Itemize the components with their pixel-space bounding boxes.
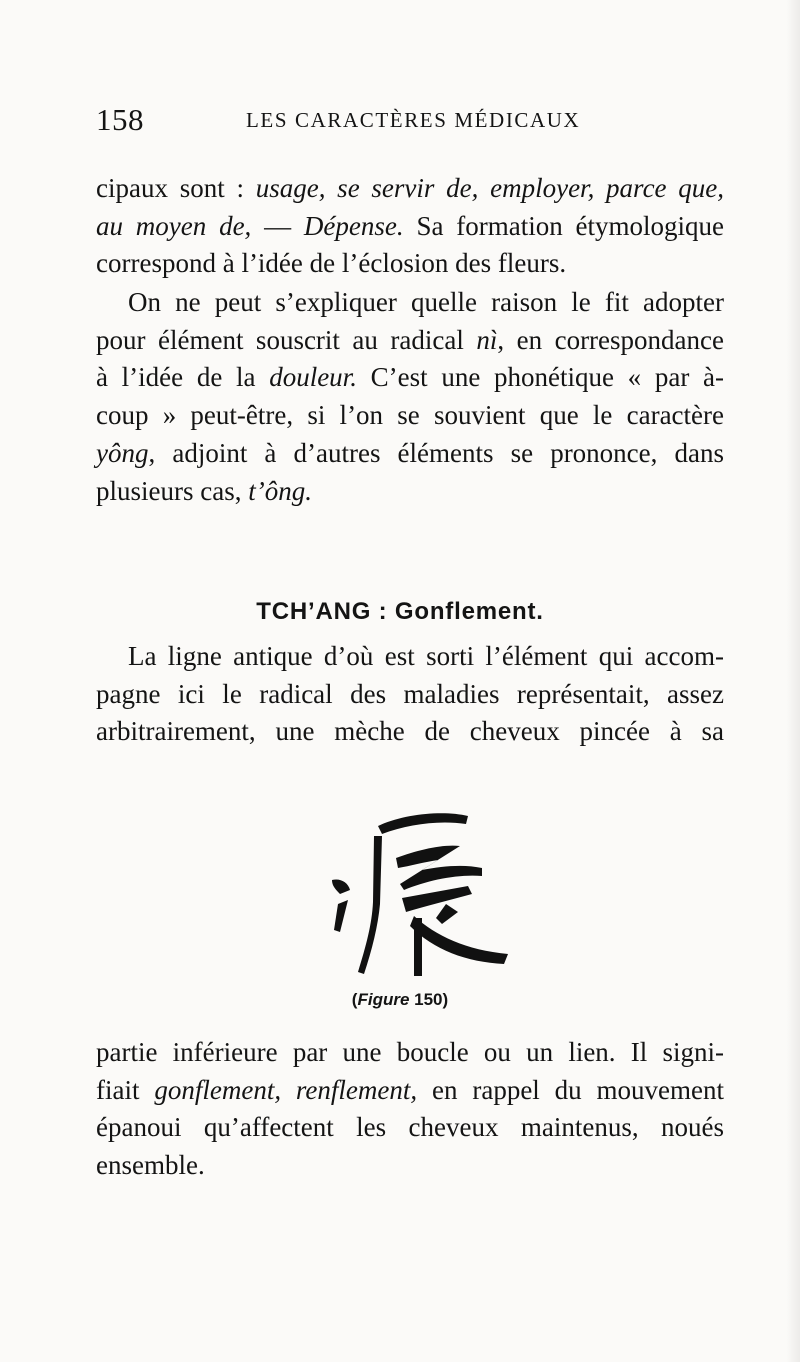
paragraph-1 [96, 170, 724, 283]
text-run: — [251, 210, 304, 241]
paragraph-line: arbitrairement, une mèche de cheveux pincée à sa [96, 716, 724, 747]
page-edge-shadow [786, 0, 800, 1362]
caption-word: Figure [357, 990, 410, 1009]
figure-150-glyph [318, 808, 518, 984]
paragraph-line: ensemble. [96, 1150, 205, 1181]
page-header [96, 102, 716, 142]
italic-term: t’ông. [248, 475, 312, 506]
paragraph-3 [96, 638, 724, 751]
caption-paren: ( [351, 990, 358, 1009]
paragraph-line [96, 322, 724, 360]
text-run: à l’idée de la [96, 362, 270, 393]
text-run: Sa formation étymologique [403, 210, 724, 241]
paragraph-line: coup » peut-être, si l’on se souvient que le caractère [96, 400, 724, 431]
text-run: , en correspondance [497, 324, 724, 355]
paragraph-2 [96, 284, 724, 510]
paragraph-line: correspond à l’idée de l’éclosion des fleurs. [96, 248, 567, 279]
page-number: 158 [96, 102, 144, 137]
italic-term: gonflement, renflement, [154, 1074, 418, 1105]
running-head: LES CARACTÈRES MÉDICAUX [246, 108, 581, 132]
paragraph-line [96, 473, 724, 511]
paragraph-line: On ne peut s’expliquer quelle raison le fit adopter [128, 287, 724, 317]
italic-term: yông [96, 437, 149, 468]
paragraph-line [96, 170, 724, 208]
italic-term: nì [476, 324, 498, 355]
text-run: , adjoint à d’autres éléments se prononce, dans [148, 437, 724, 468]
paragraph-line [96, 208, 724, 246]
italic-term: Dépense. [303, 210, 404, 241]
text-run: plusieurs cas, [96, 475, 249, 506]
paragraph-4 [96, 1034, 724, 1185]
paragraph-line [96, 359, 724, 397]
italic-term: douleur. [269, 362, 357, 393]
chinese-character-glyph-icon [318, 808, 518, 984]
caption-number: 150 [409, 990, 443, 1009]
paragraph-line: La ligne antique d’où est sorti l’élément qui accom- [128, 641, 724, 671]
text-run: fiait [96, 1074, 155, 1105]
caption-paren: ) [442, 990, 449, 1009]
paragraph-line: épanoui qu’affectent les cheveux maintenus, noués [96, 1112, 724, 1143]
italic-term: usage, se servir de, employer, parce que, [255, 173, 725, 203]
paragraph-line [96, 435, 724, 473]
italic-term: au moyen de, [96, 210, 252, 241]
paragraph-line: partie inférieure par une boucle ou un lien. Il signi- [96, 1037, 724, 1067]
paragraph-line [96, 1072, 724, 1110]
section-heading: TCH’ANG : Gonflement. [256, 598, 544, 625]
text-run: en rappel du mouvement [417, 1074, 724, 1105]
text-run: C’est une phonétique « par à- [356, 362, 724, 393]
paragraph-line: pagne ici le radical des maladies représentait, assez [96, 678, 724, 709]
figure-caption [0, 990, 800, 1010]
text-run: pour élément souscrit au radical [96, 324, 477, 355]
text-run: cipaux sont : [96, 173, 256, 203]
